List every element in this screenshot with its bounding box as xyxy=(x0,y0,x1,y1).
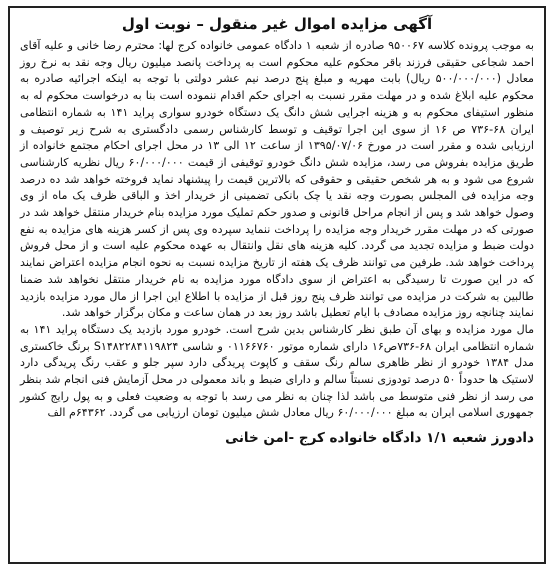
notice-title: آگهی مزایده اموال غیر منقول – نوبت اول xyxy=(121,15,433,33)
notice-body-paragraph-2: مال مورد مزایده و بهای آن طبق نظر کارشناس بدین شرح است. خودرو مورد بازدید یک دستگاه پراید ۱۴۱ به شماره انتظامی ایران ۶۸-۷۳۶ص۱۶ دارای شماره موتور ۰۱۱۶۶۷۶۰ و شاسی S۱۴۸۲۲۸۴۱۱۹۸۲۴ برنگ خاکستری مدل ۱۳۸۴ خودرو از نظر ظاهری سالم رنگ سقف و کاپوت پریدگی دارد سپر جلو و عقب رنگ پریدگی دارد لاستیک ها حدوداً ۵۰ درصد تودوزی نسبتاً سالم و دارای ضبط و باند معمولی در محل آزمایش فنی انجام شد بنظر می رسد از نظر فنی متوسط می باشد لذا چنان به نظر می رسد با توجه به وضعیت فعلی و به پول رایج کشور جمهوری اسلامی ایران به مبلغ ۶۰/۰۰۰/۰۰۰ ریال معادل شش میلیون تومان ارزیابی می گردد. ۶۴۳۶۲م الف xyxy=(20,322,535,420)
notice-signature: دادورز شعبه ۱/۱ دادگاه خانواده کرج -امن خانی xyxy=(225,430,534,447)
notice-body-paragraph-1: به موجب پرونده کلاسه ۹۵۰۰۶۷ صادره از شعبه ۱ دادگاه عمومی خانواده کرج لها: محترم رضا خانی و علیه آقای احمد شجاعی حقیقی فرزند باقر محکوم علیه محکوم است به پرداخت پانصد میلیون ریال وجه نقد به نرخ روز معادل (۵۰۰/۰۰۰/۰۰۰ ریال) بابت مهریه و مبلغ پنج درصد نیم عشر دولتی با توجه به اینکه اجرائیه صادره به محکوم علیه ابلاغ شده و در مهلت مقرر نسبت به اجرای حکم اقدام ننموده است بنا به درخواست محکوم له به منظور استیفای محکوم به و هزینه اجرایی شش دانگ یک دستگاه خودرو سواری پراید ۱۴۱ به شماره انتظامی ایران ۶۸-۷۳۶ ص ۱۶ از سوی این اجرا توقیف و توسط کارشناس رسمی دادگستری به شرح زیر توصیف و ارزیابی شده و مقرر است در مورخ ۱۳۹۵/۰۷/۰۶ از ساعت ۱۲ الی ۱۳ در محل اجرای احکام مجتمع خانواده از طریق مزایده بفروش می رسد، مزایده شش دانگ خودرو توقیفی از قیمت ۶۰/۰۰۰/۰۰۰ ریال نظریه کارشناسی شروع می شود و به هر شخص حقیقی و حقوقی که بالاترین قیمت را پیشنهاد نماید فروخته خواهد شد ده درصد وجه مزایده فی المجلس بصورت وجه نقد یا چک بانکی تضمینی از خریدار اخذ و الباقی ظرف یک ماه از وی وصول خواهد شد و پس از انجام مراحل قانونی و صدور حکم تملیک مورد مزایده بنام خریدار منتقل خواهد شد در صورتی که در مهلت مقرر خریدار وجه مزایده را پرداخت ننماید سپرده وی پس از کسر هزینه های مزایده به نفع دولت ضبط و مزایده تجدید می گردد. کلیه هزینه های نقل وانتقال به عهده محکوم علیه است و از محل فروش پرداخت خواهد شد. طرفین می توانند ظرف یک هفته از تاریخ مزایده نسبت به نحوه انجام مزایده اعتراض نمایند که در این صورت تا رسیدگی به اعتراض از سوی دادگاه مورد مزایده به نام خریدار منتقل نخواهد شد ضمنا طالبین به شرکت در مزایده می توانند ظرف پنج روز قبل از مزایده با اطلاع این اجرا از مال مورد مزایده بازدید نمایند چنانچه روز مزایده مصادف با ایام تعطیل باشد روز بعد در همان ساعت و مکان برگزار خواهد شد. xyxy=(20,39,534,320)
auction-notice xyxy=(8,6,546,564)
